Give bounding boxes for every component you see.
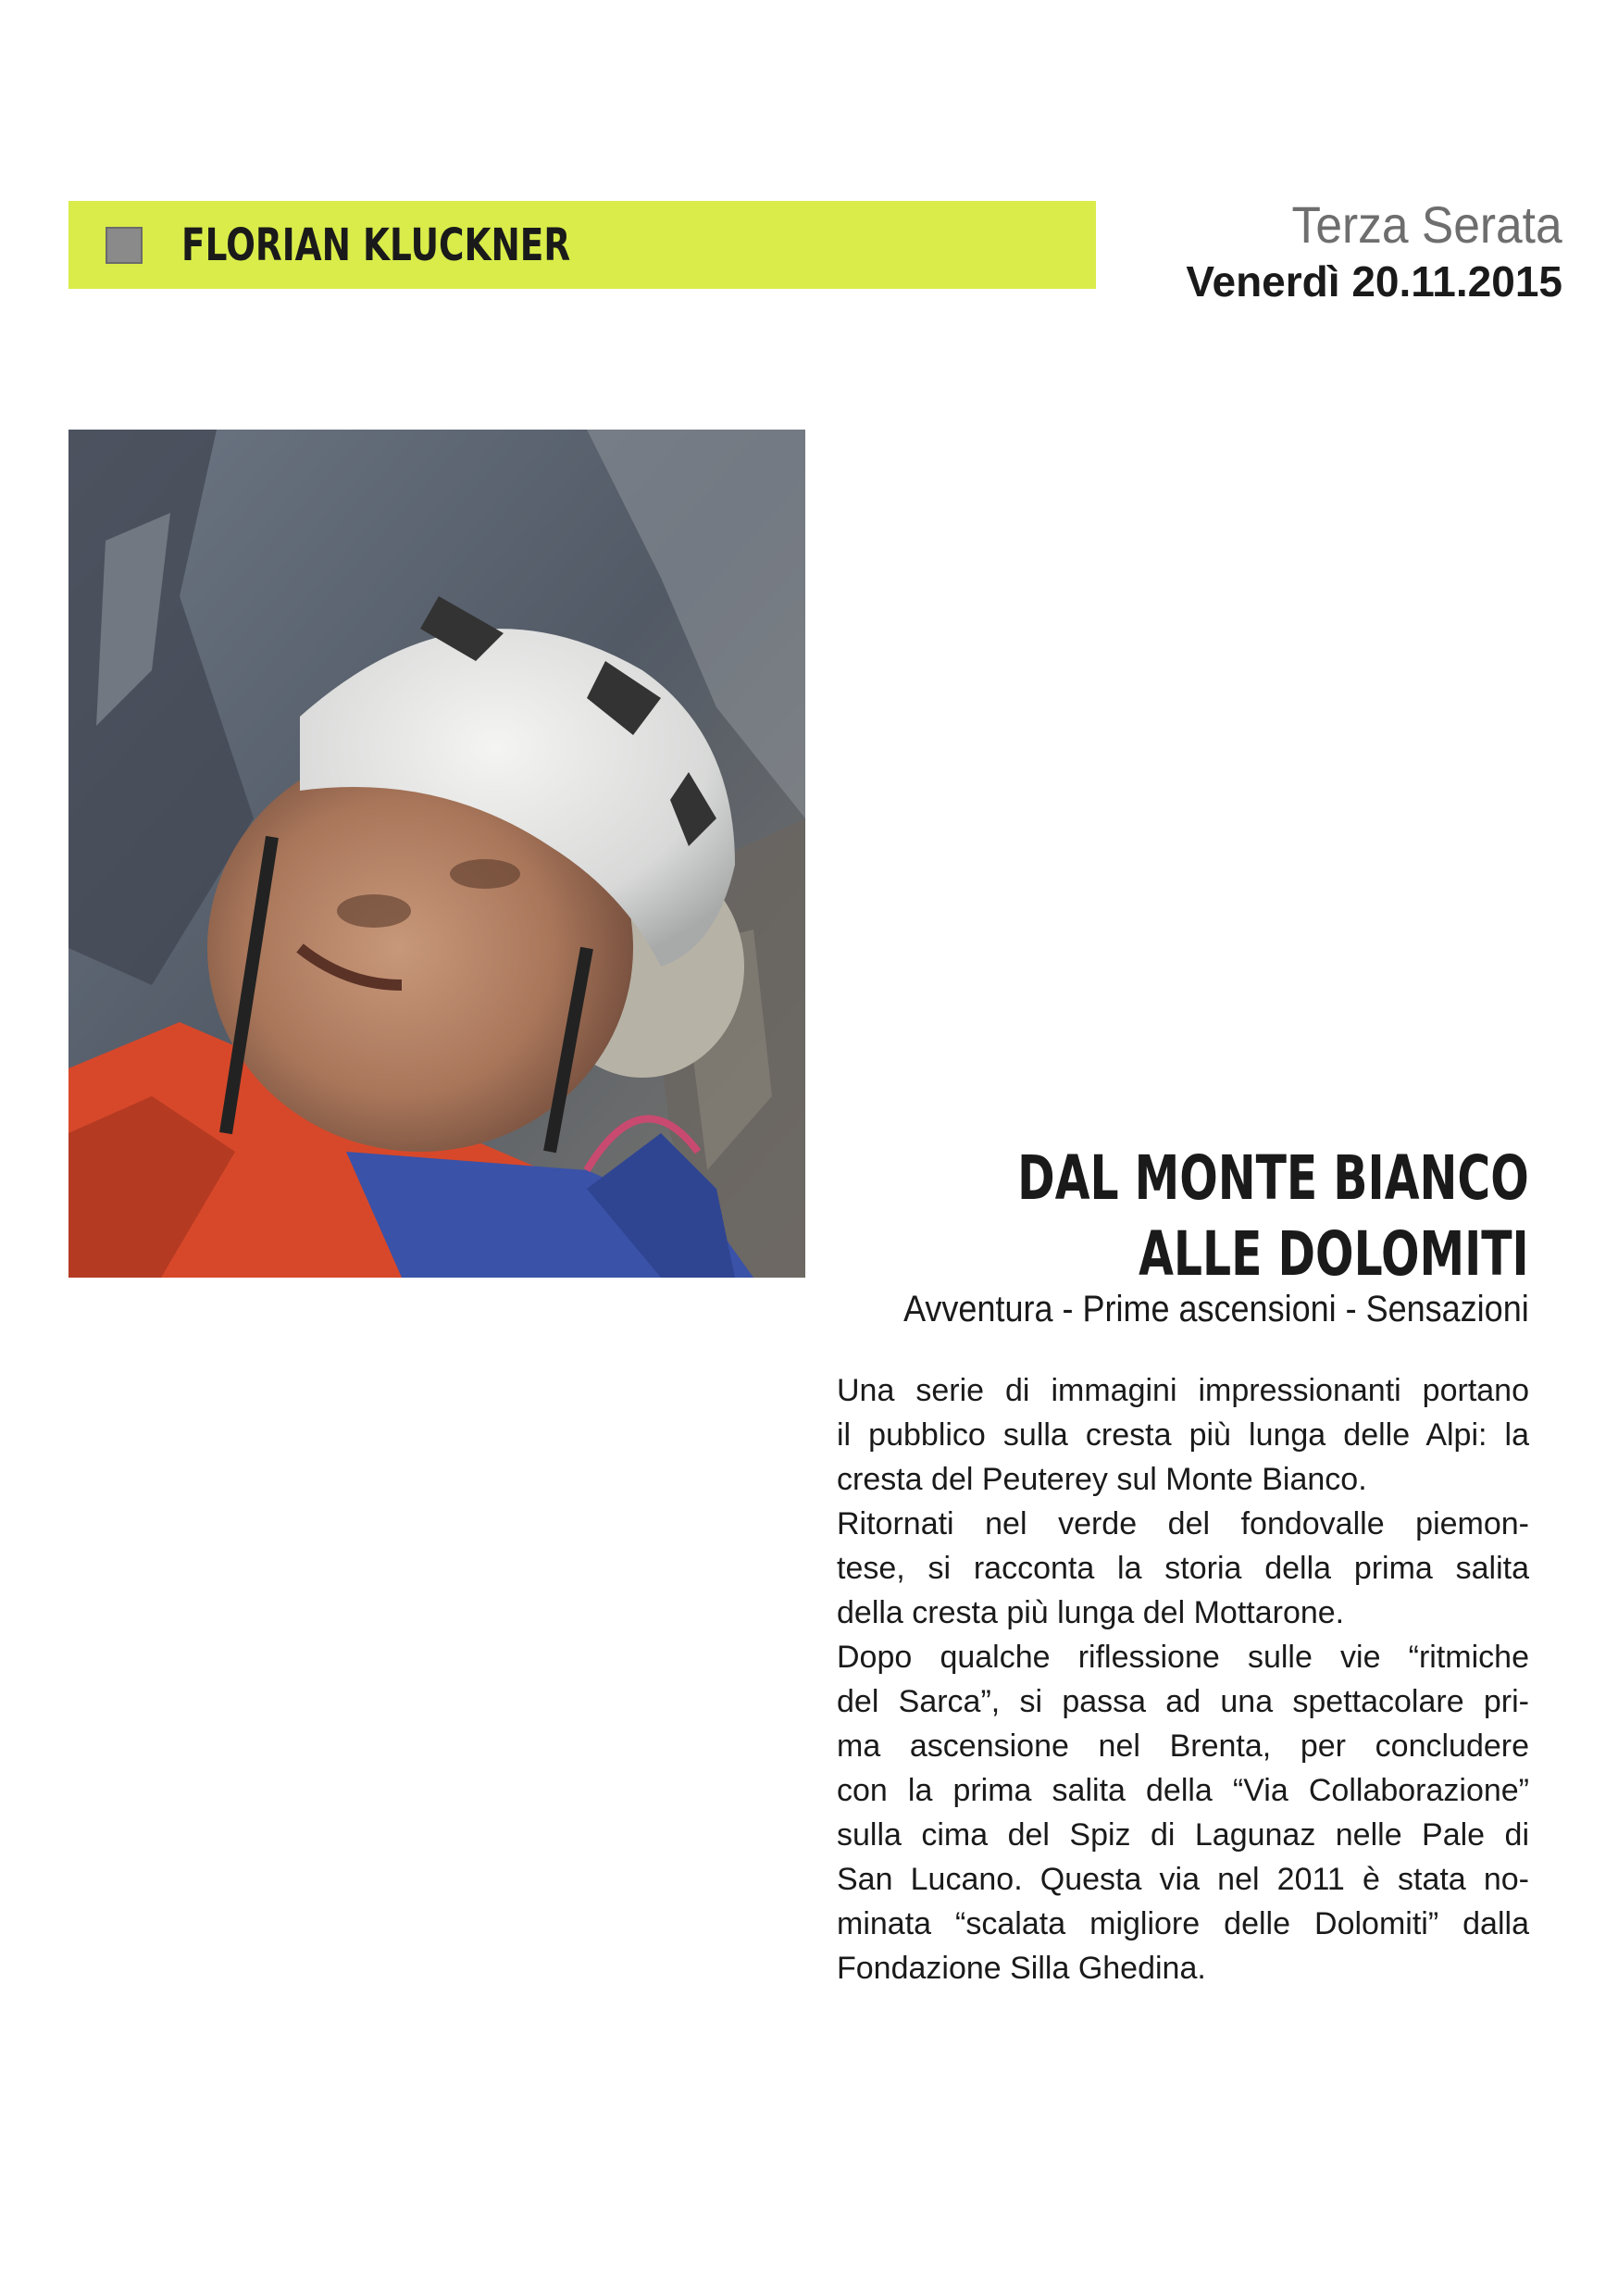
body-line: il pubblico sulla cresta più lunga delle Alpi: la	[837, 1417, 1529, 1453]
body-paragraph	[837, 1368, 1529, 1990]
title-line-1: DAL MONTE BIANCO	[1017, 1142, 1529, 1214]
square-bullet-icon	[106, 227, 143, 264]
talk-title	[838, 1141, 1529, 1292]
body-line: San Lucano. Questa via nel 2011 è stata no-	[837, 1862, 1529, 1897]
body-line: minata “scalata migliore delle Dolomiti” dalla	[837, 1906, 1529, 1941]
body-line: con la prima salita della “Via Collaborazione”	[837, 1773, 1529, 1808]
body-line: Una serie di immagini impressionanti portano	[837, 1373, 1529, 1408]
talk-subtitle: Avventura - Prime ascensioni - Sensazioni	[903, 1289, 1529, 1329]
event-date: Venerdì 20.11.2015	[1186, 257, 1562, 306]
body-line: Dopo qualche riflessione sulle vie “ritmiche	[837, 1640, 1529, 1675]
climber-portrait-photo	[68, 430, 805, 1278]
body-line: Ritornati nel verde del fondovalle piemon-	[837, 1506, 1529, 1541]
body-line: Fondazione Silla Ghedina.	[837, 1951, 1206, 1986]
speaker-name-band	[68, 201, 1096, 289]
event-label: Terza Serata	[1291, 195, 1562, 254]
body-line: tese, si racconta la storia della prima salita	[837, 1551, 1529, 1586]
title-line-2: ALLE DOLOMITI	[1139, 1218, 1529, 1290]
body-line: del Sarca”, si passa ad una spettacolare pri-	[837, 1684, 1529, 1719]
speaker-name: FLORIAN KLUCKNER	[181, 218, 571, 271]
body-line: cresta del Peuterey sul Monte Bianco.	[837, 1462, 1367, 1497]
event-info	[1186, 194, 1562, 307]
body-line: della cresta più lunga del Mottarone.	[837, 1595, 1345, 1630]
body-line: sulla cima del Spiz di Lagunaz nelle Pale di	[837, 1817, 1529, 1853]
body-line: ma ascensione nel Brenta, per concludere	[837, 1728, 1529, 1764]
